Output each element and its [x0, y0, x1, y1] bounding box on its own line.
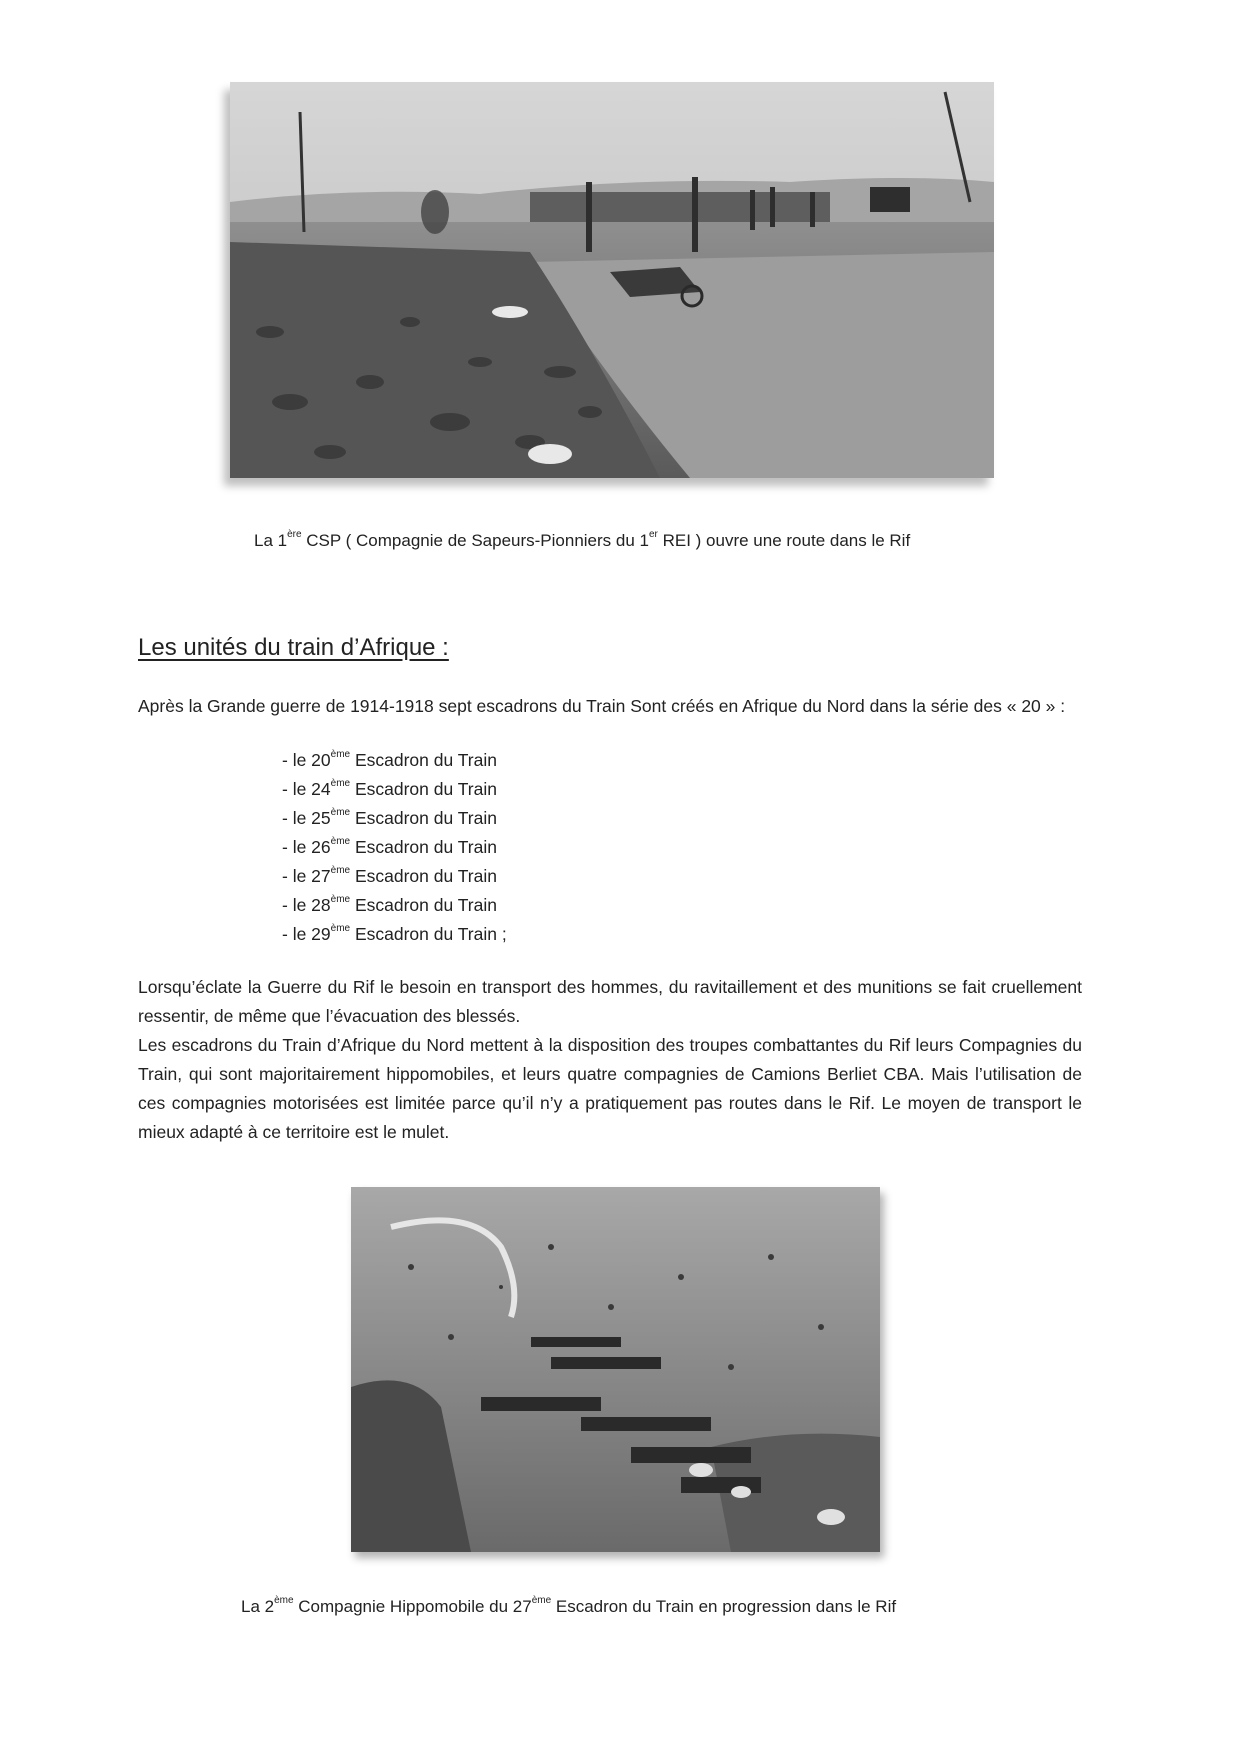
- list-item: - le 28ème Escadron du Train: [282, 894, 497, 915]
- road-construction-photo: [230, 82, 994, 478]
- transport-paragraph: Les escadrons du Train d’Afrique du Nord mettent à la disposition des troupes combattantes du Rif leurs Compagnies du Train, qui sont majoritairement hippomobiles, et leurs quatre compagnies de Camions Berliet CBA. Mais l’utilisation de ces compagnies motorisées est limitée parce qu’il n’y a pratiquement pas routes dans le Rif. Le moyen de transport le mieux adapté à ce territoire est le mulet.: [138, 1035, 1082, 1142]
- list-item: - le 26ème Escadron du Train: [282, 836, 497, 857]
- list-item: - le 24ème Escadron du Train: [282, 778, 497, 799]
- escadron-list: [282, 746, 507, 949]
- intro-paragraph: Après la Grande guerre de 1914-1918 sept escadrons du Train Sont créés en Afrique du Nord dans la série des « 20 » :: [138, 696, 1066, 716]
- section-heading: Les unités du train d’Afrique :: [138, 634, 449, 661]
- list-item: - le 29ème Escadron du Train ;: [282, 923, 507, 944]
- rif-war-paragraph: Lorsqu’éclate la Guerre du Rif le besoin en transport des hommes, du ravitaillement et des munitions se fait cruellement ressentir, de même que l’évacuation des blessés.: [138, 977, 1082, 1026]
- list-item: - le 25ème Escadron du Train: [282, 807, 497, 828]
- photo1-caption: La 1ère CSP ( Compagnie de Sapeurs-Pionniers du 1er REI ) ouvre une route dans le Rif: [254, 529, 911, 550]
- list-item: - le 27ème Escadron du Train: [282, 865, 497, 886]
- list-item: - le 20ème Escadron du Train: [282, 749, 497, 770]
- mule-convoy-photo: [351, 1187, 880, 1552]
- photo2-caption: La 2ème Compagnie Hippomobile du 27ème Escadron du Train en progression dans le Rif: [241, 1595, 897, 1616]
